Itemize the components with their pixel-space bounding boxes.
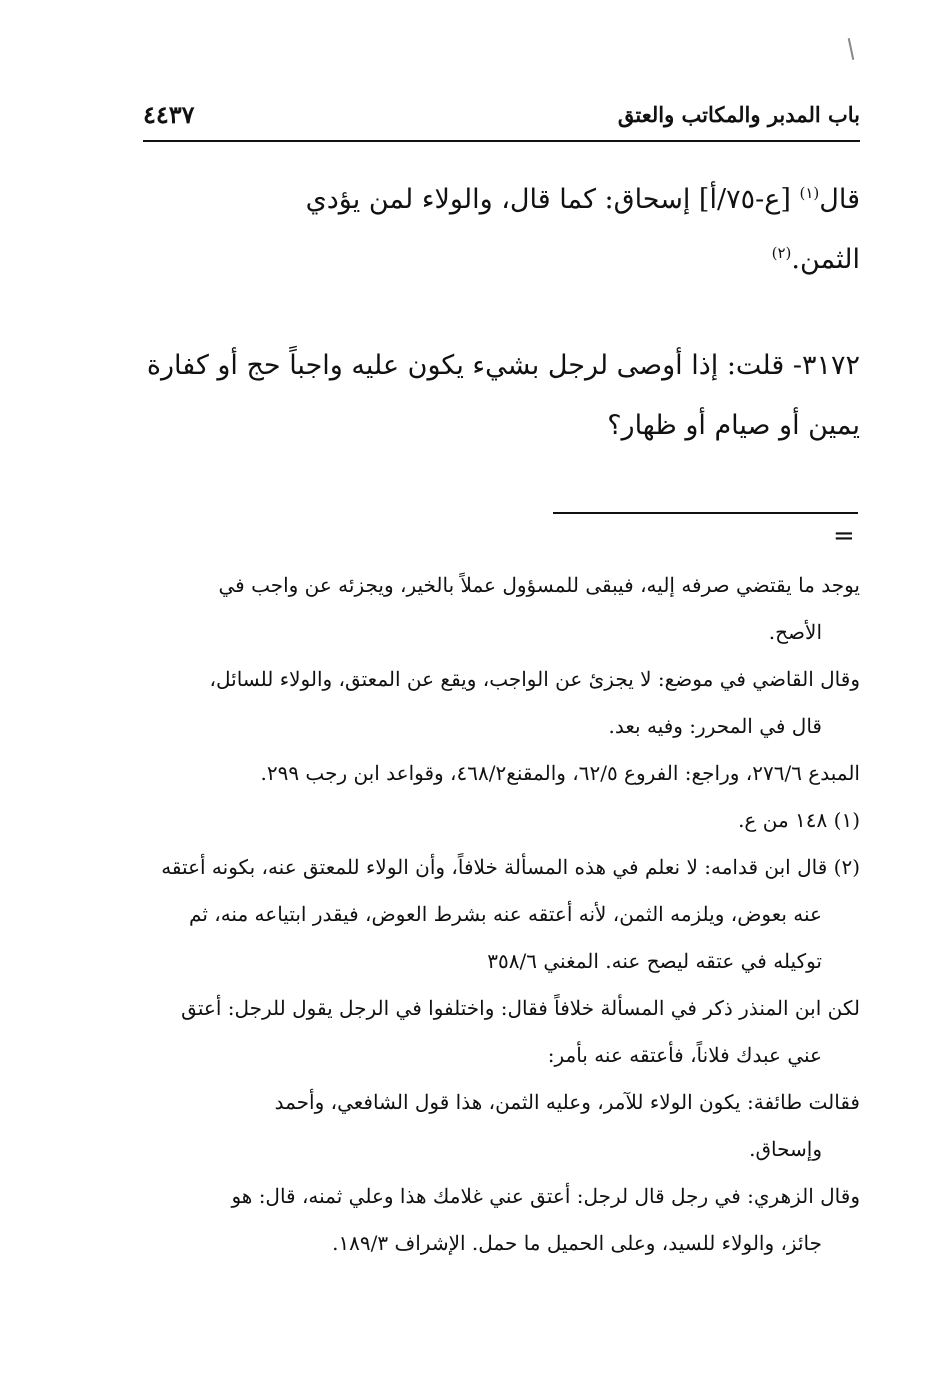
footnote-line: عني عبدك فلاناً، فأعتقه عنه بأمر:: [547, 1043, 822, 1067]
page-number: ٤٤٣٧: [143, 100, 195, 129]
main-paragraph-1: [140, 170, 860, 290]
footnote-divider: [553, 512, 858, 514]
footnote-ref-1: (١): [799, 184, 820, 202]
footnote-qadi: [140, 656, 860, 750]
footnote-line: قال في المحرر: وفيه بعد.: [608, 714, 822, 738]
footnote-line: لكن ابن المنذر ذكر في المسألة خلافاً فقال: واختلفوا في الرجل يقول للرجل: أعتق: [181, 996, 860, 1020]
footnote-continuation: [140, 562, 860, 656]
main-paragraph-2: [140, 336, 860, 456]
footnote-zuhri: [140, 1173, 860, 1267]
footnote-line: فقالت طائفة: يكون الولاء للآمر، وعليه الثمن، هذا قول الشافعي، وأحمد: [274, 1090, 860, 1114]
footnote-line: (١) ١٤٨ من ع.: [738, 808, 860, 832]
scan-mark: [848, 38, 855, 60]
footnote-ref-2: (٢): [771, 244, 792, 262]
text-segment: قال: [819, 184, 860, 215]
main-paragraph-1-line-1: [140, 170, 860, 230]
footnote-mubdi: [140, 750, 860, 797]
text-segment: [ع-٧٥/أ] إسحاق: كما قال، والولاء لمن يؤدي: [305, 184, 800, 215]
footnote-taifa: [140, 1079, 860, 1173]
chapter-title: باب المدبر والمكاتب والعتق: [617, 102, 860, 127]
footnote-1: [140, 797, 860, 844]
main-paragraph-1-line-2: [140, 230, 860, 290]
footnote-2: [140, 844, 860, 985]
footnote-line: وقال القاضي في موضع: لا يجزئ عن الواجب، ويقع عن المعتق، والولاء للسائل،: [209, 667, 860, 691]
question-line-1: ٣١٧٢- قلت: إذا أوصى لرجل بشيء يكون عليه واجباً حج أو كفارة: [146, 350, 860, 381]
footnote-line: الأصح.: [768, 620, 822, 644]
footnote-line: جائز، والولاء للسيد، وعلى الحميل ما حمل. الإشراف ١٨٩/٣.: [332, 1231, 822, 1255]
page-header: [143, 100, 860, 142]
footnotes-section: [140, 562, 860, 1267]
footnote-line: وإسحاق.: [749, 1137, 822, 1161]
footnote-line: يوجد ما يقتضي صرفه إليه، فيبقى للمسؤول عملاً بالخير، ويجزئه عن واجب في: [218, 573, 860, 597]
text-segment: الثمن.: [791, 244, 860, 275]
footnote-line: المبدع ٢٧٦/٦، وراجع: الفروع ٦٢/٥، والمقنع٤٦٨/٢، وقواعد ابن رجب ٢٩٩.: [260, 761, 860, 785]
footnote-line: وقال الزهري: في رجل قال لرجل: أعتق عني غلامك هذا وعلي ثمنه، قال: هو: [231, 1184, 860, 1208]
footnote-mundhir: [140, 985, 860, 1079]
footnote-line: توكيله في عتقه ليصح عنه. المغني ٣٥٨/٦: [487, 949, 822, 973]
question-line-2: يمين أو صيام أو ظهار؟: [607, 410, 860, 441]
footnote-line: (٢) قال ابن قدامه: لا نعلم في هذه المسألة خلافاً، وأن الولاء للمعتق عنه، بكونه أعتقه: [161, 855, 860, 879]
footnote-line: عنه بعوض، ويلزمه الثمن، لأنه أعتقه عنه بشرط العوض، فيقدر ابتياعه منه، ثم: [189, 902, 822, 926]
continuation-mark: =: [833, 521, 855, 551]
